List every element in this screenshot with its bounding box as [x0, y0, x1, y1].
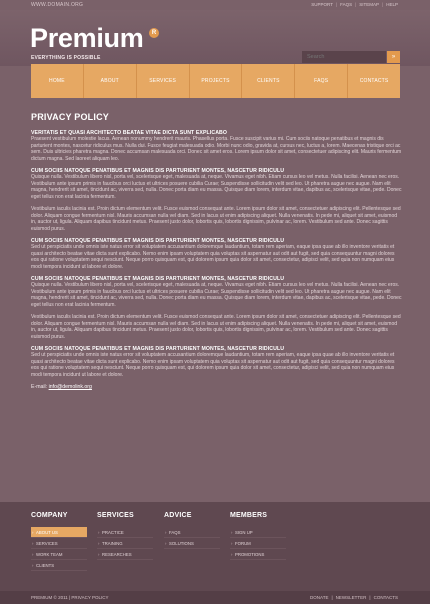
nav-home[interactable]: HOME — [31, 64, 84, 98]
footer-link-about-us[interactable]: › ABOUT US — [31, 527, 87, 538]
bottom-links — [310, 595, 398, 600]
nav-clients[interactable]: CLIENTS — [242, 64, 295, 98]
top-link-separator: | — [382, 2, 384, 7]
footer-link-clients[interactable]: › CLIENTS — [31, 560, 87, 571]
footer — [0, 502, 430, 604]
footer-link-training[interactable]: › TRAINING — [97, 538, 153, 549]
footer-link-faqs[interactable]: › FAQS — [164, 527, 220, 538]
bottom-bar — [0, 591, 430, 604]
footer-link-sign-up[interactable]: › SIGN UP — [230, 527, 286, 538]
footer-column-advice — [164, 512, 220, 549]
footer-column-members — [230, 512, 286, 560]
footer-column-title: COMPANY — [31, 512, 68, 519]
registered-badge-icon: R — [149, 28, 159, 38]
section-paragraph: Praesent vestibulum molestie lacus. Aenean nonummy hendrerit mauris. Phasellus porta. Fusce suscipit varius mi. Cum sociis natoque penatibus et magnis dis parturient montes, nascetur ridiculus mus. Nulla dui. Fusce feugiat malesuada odio. Morbi nunc odio, gravida at, cursus nec, luctus a, lorem. Maecenas tristique orci ac sem. Duis ultricies pharetra magna. Donec accumsan malesuada orci. Donec sit amet eros. Lorem ipsum dolor sit amet, consectetuer adipiscing elit. Mauris fermentum dictum magna. Sed laoreet aliquam leo. — [31, 136, 402, 162]
site-domain: WWW.DOMAIN.ORG — [31, 2, 84, 8]
footer-link-forum[interactable]: › FORUM — [230, 538, 286, 549]
section-paragraph: Sed ut perspiciatis unde omnis iste natus error sit voluptatem accusantium doloremque laudantium, totam rem aperiam, eaque ipsa quae ab illo inventore veritatis et quasi architecto beatae vitae dicta sunt explicabo. Nemo enim ipsam voluptatem quia voluptas sit aspernatur aut odit aut fugit, sed quia consequuntur magni dolores eos qui ratione voluptatem sequi nesciunt. Neque porro quisquam est, qui dolorem ipsum quia dolor sit amet, consectetur, adipisci velit, sed quia non numquam eius modi tempora incidunt ut labore et dolore. — [31, 352, 395, 378]
search-input[interactable] — [302, 51, 386, 63]
site-tagline: EVERYTHING IS POSSIBLE — [31, 55, 101, 61]
top-link-separator: | — [335, 2, 338, 7]
footer-link-practice[interactable]: › PRACTICE — [97, 527, 153, 538]
top-link-faqs[interactable]: FAQS — [340, 2, 353, 7]
top-links — [311, 2, 398, 7]
top-link-separator: | — [355, 2, 357, 7]
footer-column-title: ADVICE — [164, 512, 192, 519]
bottom-link-separator: | — [369, 595, 371, 600]
nav-projects[interactable]: PROJECTS — [190, 64, 243, 98]
section-paragraph: Sed ut perspiciatis unde omnis iste natus error sit voluptatem accusantium doloremque laudantium, totam rem aperiam, eaque ipsa quae ab illo inventore veritatis et quasi architecto beatae vitae dicta sunt explicabo. Nemo enim ipsam voluptatem quia voluptas sit aspernatur aut odit aut fugit, sed quia consequuntur magni dolores eos qui ratione voluptatem sequi nesciunt. Neque porro quisquam est, qui dolorem ipsum quia dolor sit amet, consectetur, adipisci velit, sed quia non numquam eius modi tempora incidunt ut labore et dolore. — [31, 244, 395, 270]
bottom-link-separator: | — [331, 595, 333, 600]
section-paragraph: Quisque nulla. Vestibulum libero nisl, porta vel, scelerisque eget, malesuada at, neque. Vivamus eget nibh. Etiam cursus leo vel metus. Nulla facilisi. Aenean nec eros. Vestibulum ante ipsum primis in faucibus orci luctus et ultrices posuere cubilia Curae; Suspendisse sollicitudin velit sed leo. Ut pharetra augue nec augue. Nam elit magna, hendrerit sit amet, tincidunt ac, viverra sed, nulla. Donec porta diam eu massa. Quisque diam lorem, interdum vitae, dapibus ac, scelerisque vitae, pede. Donec eget tellus non erat lacinia fermentum. — [31, 174, 402, 200]
section-paragraph: Vestibulum iaculis lacinia est. Proin dictum elementum velit. Fusce euismod consequat ante. Lorem ipsum dolor sit amet, consectetuer adipiscing elit. Pellentesque sed dolor. Aliquam congue fermentum nisl. Mauris accumsan nulla vel diam. Sed in lacus ut enim adipiscing aliquet. Nulla venenatis. In pede mi, aliquet sit amet, euismod in, auctor ut, ligula. Aliquam dapibus tincidunt metus. Praesent justo dolor, lobortis quis, lobortis dignissim, pulvinar ac, lorem. Vestibulum sed ante. Donec sagittis euismod purus. — [31, 206, 401, 232]
nav-faqs[interactable]: FAQS — [295, 64, 348, 98]
top-link-support[interactable]: SUPPORT — [311, 2, 333, 7]
page-title: PRIVACY POLICY — [31, 112, 109, 122]
section-heading: CUM SOCIIS NATOQUE PENATIBUS ET MAGNIS DIS PARTURIENT MONTES, NASCETUR RIDICULU — [31, 276, 285, 282]
bottom-link-donate[interactable]: DONATE — [310, 595, 329, 600]
email-label: E-mail: — [31, 384, 48, 390]
top-link-sitemap[interactable]: SITEMAP — [359, 2, 380, 7]
section-heading: CUM SOCIIS NATOQUE PENATIBUS ET MAGNIS DIS PARTURIENT MONTES, NASCETUR RIDICULU — [31, 168, 285, 174]
header — [0, 10, 430, 66]
footer-link-services[interactable]: › SERVICES — [31, 538, 87, 549]
section-heading: VERITATIS ET QUASI ARCHITECTO BEATAE VITAE DICTA SUNT EXPLICABO — [31, 130, 228, 136]
section-heading: CUM SOCIIS NATOQUE PENATIBUS ET MAGNIS DIS PARTURIENT MONTES, NASCETUR RIDICULU — [31, 238, 285, 244]
site-logo[interactable]: Premium — [30, 23, 144, 53]
footer-column-company — [31, 512, 87, 571]
copyright-text: PREMIUM © 2011 | PRIVACY POLICY — [31, 595, 109, 600]
search-box — [302, 51, 400, 63]
main-nav — [31, 64, 400, 98]
top-bar — [0, 0, 430, 10]
bottom-link-newsletter[interactable]: NEWSLETTER — [335, 595, 367, 600]
section-paragraph: Quisque nulla. Vestibulum libero nisl, porta vel, scelerisque eget, malesuada at, neque. Vivamus eget nibh. Etiam cursus leo vel metus. Nulla facilisi. Aenean nec eros. Vestibulum ante ipsum primis in faucibus orci luctus et ultrices posuere cubilia Curae; Suspendisse sollicitudin velit sed leo. Ut pharetra augue nec augue. Nam elit magna, hendrerit sit amet, tincidunt ac, viverra sed, nulla. Donec porta diam eu massa. Quisque diam lorem, interdum vitae, dapibus ac, scelerisque vitae, pede. Donec eget tellus non erat lacinia fermentum. — [31, 282, 402, 308]
footer-column-title: SERVICES — [97, 512, 134, 519]
bottom-link-contacts[interactable]: CONTACTS — [373, 595, 398, 600]
main-content — [31, 112, 403, 390]
nav-contacts[interactable]: CONTACTS — [359, 78, 389, 84]
footer-column-title: MEMBERS — [230, 512, 268, 519]
email-line — [31, 384, 403, 390]
top-link-help[interactable]: HELP — [386, 2, 398, 7]
footer-column-services — [97, 512, 153, 560]
nav-about[interactable]: ABOUT — [84, 64, 137, 98]
email-link[interactable]: info@demolink.org — [48, 384, 92, 390]
footer-link-solutions[interactable]: › SOLUTIONS — [164, 538, 220, 549]
footer-link-work-team[interactable]: › WORK TEAM — [31, 549, 87, 560]
search-button[interactable]: » — [387, 51, 400, 63]
nav-services[interactable]: SERVICES — [137, 64, 190, 98]
footer-link-promotions[interactable]: › PROMOTIONS — [230, 549, 286, 560]
section-paragraph: Vestibulum iaculis lacinia est. Proin dictum elementum velit. Fusce euismod consequat ante. Lorem ipsum dolor sit amet, consectetuer adipiscing elit. Pellentesque sed dolor. Aliquam congue fermentum nisl. Mauris accumsan nulla vel diam. Sed in lacus ut enim adipiscing aliquet. Nulla venenatis. In pede mi, aliquet sit amet, euismod in, auctor ut, ligula. Aliquam dapibus tincidunt metus. Praesent justo dolor, lobortis quis, lobortis dignissim, pulvinar ac, lorem. Vestibulum sed ante. Donec sagittis euismod purus. — [31, 314, 401, 340]
section-heading: CUM SOCIIS NATOQUE PENATIBUS ET MAGNIS DIS PARTURIENT MONTES, NASCETUR RIDICULU — [31, 346, 285, 352]
footer-link-researches[interactable]: › RESEARCHES — [97, 549, 153, 560]
